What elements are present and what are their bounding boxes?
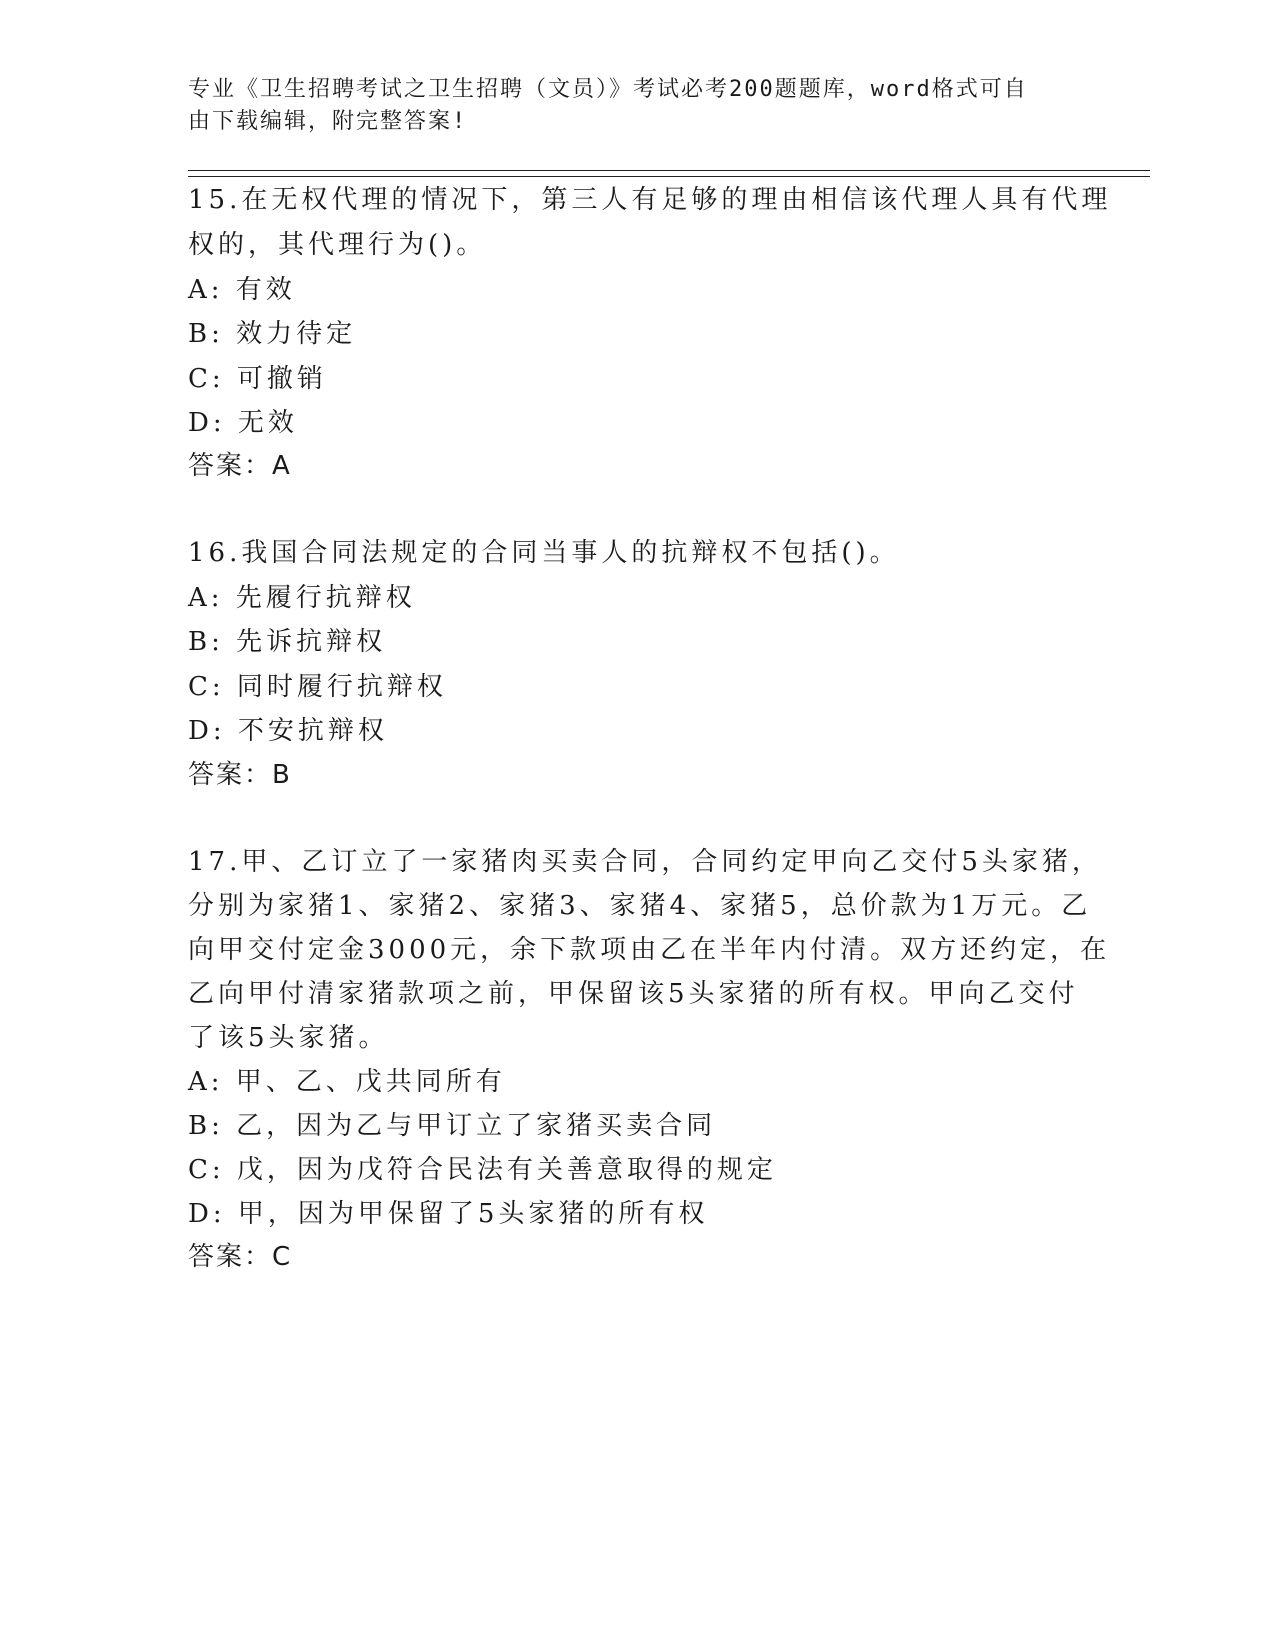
question-15-option-b: B: 效力待定: [188, 319, 357, 349]
question-17-line-4: 乙向甲付清家猪款项之前，甲保留该5头家猪的所有权。甲向乙交付: [188, 979, 1079, 1009]
question-15-answer: 答案：A: [188, 451, 292, 481]
question-16-option-b: B: 先诉抗辩权: [188, 627, 387, 657]
question-16-option-a: A: 先履行抗辩权: [188, 583, 416, 613]
question-17-option-c: C: 戊，因为戊符合民法有关善意取得的规定: [188, 1155, 777, 1185]
question-17-option-a: A: 甲、乙、戊共同所有: [188, 1067, 506, 1097]
question-17-line-2: 分别为家猪1、家猪2、家猪3、家猪4、家猪5，总价款为1万元。乙: [188, 891, 1092, 921]
question-17-line-5: 了该5头家猪。: [188, 1023, 389, 1053]
header-line-2: 由下载编辑，附完整答案!: [188, 109, 468, 134]
question-15-option-c: C: 可撤销: [188, 364, 327, 394]
question-15-option-d: D: 无效: [188, 408, 298, 438]
header-divider-bottom: [188, 176, 1150, 177]
question-15-line-1: 15.在无权代理的情况下，第三人有足够的理由相信该代理人具有代理: [188, 185, 1112, 215]
question-16-line-1: 16.我国合同法规定的合同当事人的抗辩权不包括()。: [188, 538, 900, 568]
question-17-option-d: D: 甲，因为甲保留了5头家猪的所有权: [188, 1199, 709, 1229]
question-16-option-d: D: 不安抗辩权: [188, 716, 388, 746]
header-divider-top: [188, 170, 1150, 171]
question-17-answer: 答案：C: [188, 1242, 293, 1272]
question-16-option-c: C: 同时履行抗辩权: [188, 672, 447, 702]
question-17-line-3: 向甲交付定金3000元，余下款项由乙在半年内付清。双方还约定，在: [188, 935, 1111, 965]
question-15-line-2: 权的，其代理行为()。: [188, 230, 487, 260]
header-line-1: 专业《卫生招聘考试之卫生招聘（文员）》考试必考200题题库，word格式可自: [188, 77, 1028, 102]
question-16-answer: 答案：B: [188, 760, 292, 790]
question-17-line-1: 17.甲、乙订立了一家猪肉买卖合同，合同约定甲向乙交付5头家猪，: [188, 847, 1102, 877]
question-15-option-a: A: 有效: [188, 275, 296, 305]
question-17-option-b: B: 乙，因为乙与甲订立了家猪买卖合同: [188, 1111, 717, 1141]
document-header: [188, 74, 1068, 138]
